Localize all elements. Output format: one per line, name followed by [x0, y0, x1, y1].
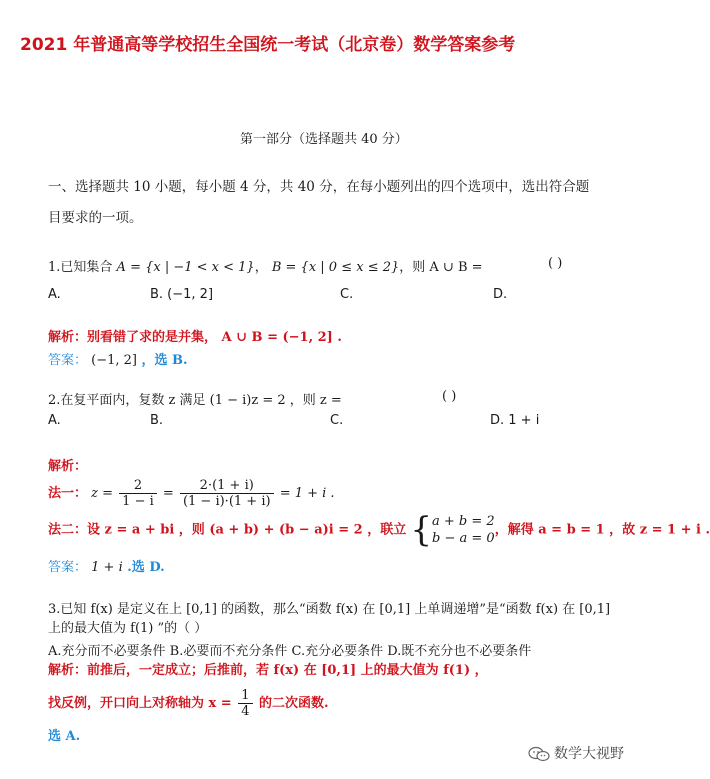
q2-method-2 — [48, 510, 710, 550]
q2-system-eq-1: a + b = 2 — [432, 514, 495, 529]
q2-m1-fraction-2 — [180, 478, 274, 509]
q2-method-1-label: 法一： — [48, 486, 88, 501]
q2-m1-fraction-1 — [119, 478, 157, 509]
q3-answer: 选 A. — [48, 729, 81, 744]
q3-analysis-prefix: 找反例，开口向上对称轴为 x = — [48, 696, 232, 711]
q2-m1-frac2-numerator: 2·(1 + i) — [180, 478, 274, 494]
q2-answer-suffix: .选 D. — [122, 560, 165, 575]
q1-answer — [48, 349, 188, 368]
q1-stem-suffix: ，则 A ∪ B = — [399, 260, 483, 275]
q2-system-eq-2: b − a = 0 — [432, 531, 495, 546]
section-intro-line-2: 目要求的一项。 — [48, 210, 143, 226]
q3-fraction-numerator: 1 — [238, 688, 252, 704]
watermark-text: 数学大视野 — [554, 746, 624, 762]
q3-fraction — [238, 688, 252, 719]
q2-option-d: D. 1 + i — [490, 413, 540, 428]
q2-method-2-label: 法二： — [48, 522, 88, 538]
q2-method-2-tail: ，解得 a = b = 1 ，故 z = 1 + i . — [494, 522, 710, 538]
q2-m1-tail: = 1 + i . — [279, 486, 335, 501]
q2-option-b: B. — [150, 413, 164, 428]
question-3-stem-line-1: 3.已知 f(x) 是定义在上 [0,1] 的函数，那么“函数 f(x) 在 [0,1] 上单调递增”是“函数 f(x) 在 [0,1] — [48, 602, 611, 617]
document-title: 2021 年普通高等学校招生全国统一考试（北京卷）数学答案参考 — [20, 35, 516, 55]
watermark — [528, 743, 624, 763]
q2-m1-frac2-denominator: (1 − i)·(1 + i) — [182, 494, 271, 509]
q1-answer-suffix: ，选 B. — [137, 353, 188, 368]
q2-option-c: C. — [330, 413, 344, 428]
q3-analysis-suffix: 的二次函数. — [259, 696, 329, 711]
q1-option-a: A. — [48, 287, 61, 302]
question-3-stem-line-2: 上的最大值为 f(1) ”的（ ） — [48, 621, 208, 636]
q2-m1-equals: = — [162, 486, 174, 501]
q1-option-d: D. — [493, 287, 508, 302]
q2-method-2-text: 设 z = a + bi ，则 (a + b) + (b − a)i = 2 ，联立 — [87, 522, 407, 538]
q2-option-a: A. — [48, 413, 61, 428]
q2-system-brace: { — [410, 510, 433, 550]
q1-option-c: C. — [340, 287, 354, 302]
q1-analysis: 解析：别看错了求的是并集， A ∪ B = (−1, 2] . — [48, 330, 342, 345]
q1-set-b: B = {x | 0 ≤ x ≤ 2} — [271, 260, 400, 275]
part-heading: 第一部分（选择题共 40 分） — [240, 132, 408, 147]
q1-set-a: A = {x | −1 < x < 1} — [116, 260, 255, 275]
q2-answer-label: 答案： — [48, 560, 88, 575]
q1-stem-prefix: 1.已知集合 — [48, 260, 113, 275]
q2-answer-paren: ( ) — [442, 389, 457, 404]
q2-equation-system — [432, 513, 495, 547]
wechat-icon — [528, 746, 550, 762]
q2-m1-frac1-numerator: 2 — [119, 478, 157, 494]
section-intro-line-1: 一、选择题共 10 小题，每小题 4 分，共 40 分，在每小题列出的四个选项中，选出符合题 — [48, 179, 590, 195]
q2-m1-frac1-denominator: 1 − i — [122, 494, 154, 509]
question-1-stem: 1.已知集合 A = {x | −1 < x < 1}， B = {x | 0 ≤ x ≤ 2}，则 A ∪ B = — [48, 260, 483, 275]
q1-answer-value: (−1, 2] — [91, 353, 137, 368]
q2-m1-lhs: z = — [91, 486, 114, 501]
q2-answer — [48, 556, 165, 575]
q1-option-b: B. (−1, 2] — [150, 287, 214, 302]
question-2-stem: 2.在复平面内，复数 z 满足 (1 − i)z = 2 ，则 z = — [48, 393, 342, 408]
q3-fraction-denominator: 4 — [241, 704, 250, 719]
q3-analysis-line-1: 解析：前推后，一定成立；后推前，若 f(x) 在 [0,1] 上的最大值为 f(1) ， — [48, 663, 488, 678]
q3-analysis-line-2 — [48, 688, 329, 719]
q1-answer-paren: ( ) — [548, 256, 563, 271]
q2-analysis-label: 解析： — [48, 459, 88, 474]
q1-answer-label: 答案： — [48, 353, 88, 368]
q2-answer-value: 1 + i — [91, 560, 123, 575]
q2-method-1 — [48, 478, 335, 509]
q3-options: A.充分而不必要条件 B.必要而不充分条件 C.充分必要条件 D.既不充分也不必要条件 — [48, 644, 532, 659]
